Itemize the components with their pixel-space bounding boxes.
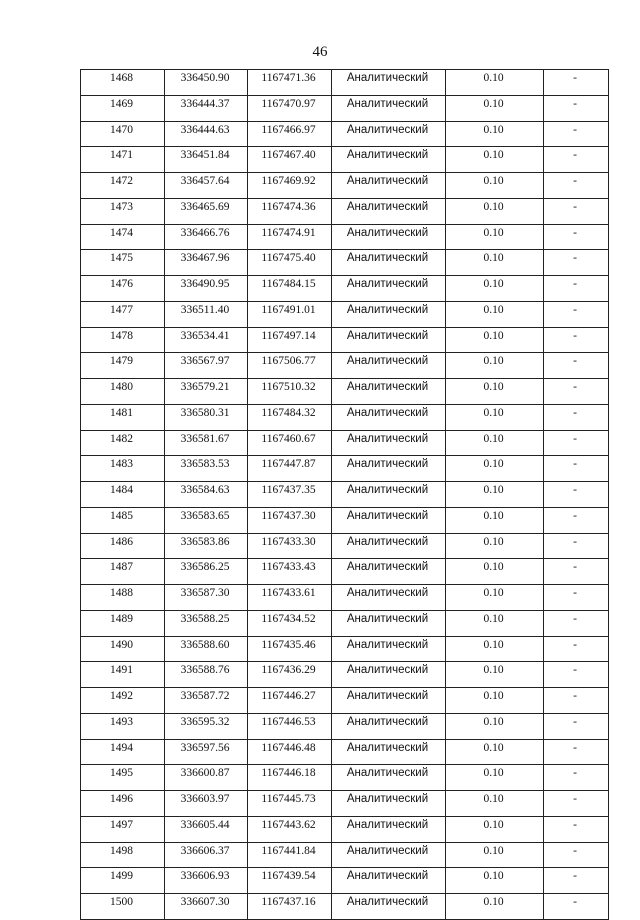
accuracy-cell: 0.10 bbox=[446, 533, 544, 559]
table-row bbox=[81, 95, 609, 121]
y-coordinate-cell: 1167443.62 bbox=[248, 816, 332, 842]
accuracy-cell: 0.10 bbox=[446, 585, 544, 611]
accuracy-cell: 0.10 bbox=[446, 95, 544, 121]
x-coordinate-cell: 336466.76 bbox=[165, 224, 248, 250]
table-row bbox=[81, 894, 609, 920]
x-coordinate-cell: 336444.63 bbox=[165, 121, 248, 147]
method-cell: Аналитический bbox=[332, 507, 446, 533]
point-number-cell: 1495 bbox=[81, 765, 165, 791]
point-number-cell: 1471 bbox=[81, 147, 165, 173]
note-cell: - bbox=[544, 198, 609, 224]
accuracy-cell: 0.10 bbox=[446, 224, 544, 250]
point-number-cell: 1493 bbox=[81, 713, 165, 739]
table-row bbox=[81, 379, 609, 405]
note-cell: - bbox=[544, 276, 609, 302]
point-number-cell: 1486 bbox=[81, 533, 165, 559]
note-cell: - bbox=[544, 816, 609, 842]
y-coordinate-cell: 1167474.91 bbox=[248, 224, 332, 250]
page-number: 46 bbox=[312, 44, 328, 60]
note-cell: - bbox=[544, 456, 609, 482]
y-coordinate-cell: 1167437.30 bbox=[248, 507, 332, 533]
y-coordinate-cell: 1167497.14 bbox=[248, 327, 332, 353]
x-coordinate-cell: 336467.96 bbox=[165, 250, 248, 276]
note-cell: - bbox=[544, 739, 609, 765]
table-row bbox=[81, 816, 609, 842]
note-cell: - bbox=[544, 791, 609, 817]
table-row bbox=[81, 688, 609, 714]
accuracy-cell: 0.10 bbox=[446, 173, 544, 199]
method-cell: Аналитический bbox=[332, 147, 446, 173]
method-cell: Аналитический bbox=[332, 379, 446, 405]
accuracy-cell: 0.10 bbox=[446, 507, 544, 533]
note-cell: - bbox=[544, 636, 609, 662]
table-row bbox=[81, 868, 609, 894]
method-cell: Аналитический bbox=[332, 224, 446, 250]
note-cell: - bbox=[544, 301, 609, 327]
method-cell: Аналитический bbox=[332, 301, 446, 327]
method-cell: Аналитический bbox=[332, 456, 446, 482]
accuracy-cell: 0.10 bbox=[446, 868, 544, 894]
method-cell: Аналитический bbox=[332, 585, 446, 611]
point-number-cell: 1485 bbox=[81, 507, 165, 533]
point-number-cell: 1472 bbox=[81, 173, 165, 199]
method-cell: Аналитический bbox=[332, 662, 446, 688]
point-number-cell: 1497 bbox=[81, 816, 165, 842]
y-coordinate-cell: 1167470.97 bbox=[248, 95, 332, 121]
method-cell: Аналитический bbox=[332, 636, 446, 662]
accuracy-cell: 0.10 bbox=[446, 636, 544, 662]
method-cell: Аналитический bbox=[332, 688, 446, 714]
point-number-cell: 1494 bbox=[81, 739, 165, 765]
accuracy-cell: 0.10 bbox=[446, 379, 544, 405]
coordinates-table bbox=[80, 69, 609, 920]
accuracy-cell: 0.10 bbox=[446, 276, 544, 302]
y-coordinate-cell: 1167447.87 bbox=[248, 456, 332, 482]
note-cell: - bbox=[544, 353, 609, 379]
y-coordinate-cell: 1167441.84 bbox=[248, 842, 332, 868]
x-coordinate-cell: 336588.76 bbox=[165, 662, 248, 688]
x-coordinate-cell: 336597.56 bbox=[165, 739, 248, 765]
table-row bbox=[81, 842, 609, 868]
accuracy-cell: 0.10 bbox=[446, 610, 544, 636]
method-cell: Аналитический bbox=[332, 70, 446, 96]
point-number-cell: 1491 bbox=[81, 662, 165, 688]
x-coordinate-cell: 336511.40 bbox=[165, 301, 248, 327]
method-cell: Аналитический bbox=[332, 121, 446, 147]
accuracy-cell: 0.10 bbox=[446, 121, 544, 147]
accuracy-cell: 0.10 bbox=[446, 713, 544, 739]
table-row bbox=[81, 70, 609, 96]
y-coordinate-cell: 1167436.29 bbox=[248, 662, 332, 688]
point-number-cell: 1490 bbox=[81, 636, 165, 662]
note-cell: - bbox=[544, 533, 609, 559]
x-coordinate-cell: 336581.67 bbox=[165, 430, 248, 456]
x-coordinate-cell: 336450.90 bbox=[165, 70, 248, 96]
table-row bbox=[81, 276, 609, 302]
x-coordinate-cell: 336534.41 bbox=[165, 327, 248, 353]
point-number-cell: 1488 bbox=[81, 585, 165, 611]
method-cell: Аналитический bbox=[332, 842, 446, 868]
point-number-cell: 1496 bbox=[81, 791, 165, 817]
note-cell: - bbox=[544, 327, 609, 353]
table-row bbox=[81, 533, 609, 559]
method-cell: Аналитический bbox=[332, 894, 446, 920]
point-number-cell: 1489 bbox=[81, 610, 165, 636]
x-coordinate-cell: 336588.25 bbox=[165, 610, 248, 636]
y-coordinate-cell: 1167437.16 bbox=[248, 894, 332, 920]
table-row bbox=[81, 327, 609, 353]
accuracy-cell: 0.10 bbox=[446, 250, 544, 276]
method-cell: Аналитический bbox=[332, 559, 446, 585]
y-coordinate-cell: 1167445.73 bbox=[248, 791, 332, 817]
x-coordinate-cell: 336606.37 bbox=[165, 842, 248, 868]
point-number-cell: 1499 bbox=[81, 868, 165, 894]
x-coordinate-cell: 336605.44 bbox=[165, 816, 248, 842]
point-number-cell: 1481 bbox=[81, 404, 165, 430]
note-cell: - bbox=[544, 585, 609, 611]
table-row bbox=[81, 224, 609, 250]
accuracy-cell: 0.10 bbox=[446, 147, 544, 173]
table-row bbox=[81, 430, 609, 456]
y-coordinate-cell: 1167466.97 bbox=[248, 121, 332, 147]
point-number-cell: 1477 bbox=[81, 301, 165, 327]
table-row bbox=[81, 482, 609, 508]
table-row bbox=[81, 198, 609, 224]
accuracy-cell: 0.10 bbox=[446, 301, 544, 327]
x-coordinate-cell: 336583.86 bbox=[165, 533, 248, 559]
method-cell: Аналитический bbox=[332, 404, 446, 430]
table-row bbox=[81, 301, 609, 327]
y-coordinate-cell: 1167434.52 bbox=[248, 610, 332, 636]
note-cell: - bbox=[544, 507, 609, 533]
point-number-cell: 1468 bbox=[81, 70, 165, 96]
note-cell: - bbox=[544, 404, 609, 430]
method-cell: Аналитический bbox=[332, 868, 446, 894]
y-coordinate-cell: 1167437.35 bbox=[248, 482, 332, 508]
method-cell: Аналитический bbox=[332, 276, 446, 302]
point-number-cell: 1498 bbox=[81, 842, 165, 868]
y-coordinate-cell: 1167446.18 bbox=[248, 765, 332, 791]
table-row bbox=[81, 353, 609, 379]
note-cell: - bbox=[544, 559, 609, 585]
accuracy-cell: 0.10 bbox=[446, 198, 544, 224]
x-coordinate-cell: 336595.32 bbox=[165, 713, 248, 739]
x-coordinate-cell: 336490.95 bbox=[165, 276, 248, 302]
point-number-cell: 1476 bbox=[81, 276, 165, 302]
note-cell: - bbox=[544, 224, 609, 250]
accuracy-cell: 0.10 bbox=[446, 327, 544, 353]
x-coordinate-cell: 336586.25 bbox=[165, 559, 248, 585]
point-number-cell: 1484 bbox=[81, 482, 165, 508]
note-cell: - bbox=[544, 765, 609, 791]
note-cell: - bbox=[544, 430, 609, 456]
y-coordinate-cell: 1167471.36 bbox=[248, 70, 332, 96]
method-cell: Аналитический bbox=[332, 610, 446, 636]
note-cell: - bbox=[544, 147, 609, 173]
note-cell: - bbox=[544, 95, 609, 121]
table-row bbox=[81, 713, 609, 739]
table-row bbox=[81, 791, 609, 817]
method-cell: Аналитический bbox=[332, 482, 446, 508]
accuracy-cell: 0.10 bbox=[446, 430, 544, 456]
y-coordinate-cell: 1167446.27 bbox=[248, 688, 332, 714]
x-coordinate-cell: 336583.53 bbox=[165, 456, 248, 482]
y-coordinate-cell: 1167435.46 bbox=[248, 636, 332, 662]
method-cell: Аналитический bbox=[332, 533, 446, 559]
accuracy-cell: 0.10 bbox=[446, 559, 544, 585]
table-row bbox=[81, 739, 609, 765]
x-coordinate-cell: 336579.21 bbox=[165, 379, 248, 405]
x-coordinate-cell: 336580.31 bbox=[165, 404, 248, 430]
x-coordinate-cell: 336567.97 bbox=[165, 353, 248, 379]
point-number-cell: 1469 bbox=[81, 95, 165, 121]
accuracy-cell: 0.10 bbox=[446, 404, 544, 430]
table-row bbox=[81, 404, 609, 430]
y-coordinate-cell: 1167484.32 bbox=[248, 404, 332, 430]
y-coordinate-cell: 1167446.53 bbox=[248, 713, 332, 739]
point-number-cell: 1478 bbox=[81, 327, 165, 353]
y-coordinate-cell: 1167510.32 bbox=[248, 379, 332, 405]
x-coordinate-cell: 336444.37 bbox=[165, 95, 248, 121]
method-cell: Аналитический bbox=[332, 791, 446, 817]
point-number-cell: 1500 bbox=[81, 894, 165, 920]
x-coordinate-cell: 336583.65 bbox=[165, 507, 248, 533]
method-cell: Аналитический bbox=[332, 430, 446, 456]
method-cell: Аналитический bbox=[332, 739, 446, 765]
accuracy-cell: 0.10 bbox=[446, 353, 544, 379]
x-coordinate-cell: 336451.84 bbox=[165, 147, 248, 173]
table-row bbox=[81, 121, 609, 147]
x-coordinate-cell: 336584.63 bbox=[165, 482, 248, 508]
table-row bbox=[81, 147, 609, 173]
x-coordinate-cell: 336587.30 bbox=[165, 585, 248, 611]
method-cell: Аналитический bbox=[332, 250, 446, 276]
method-cell: Аналитический bbox=[332, 353, 446, 379]
y-coordinate-cell: 1167446.48 bbox=[248, 739, 332, 765]
accuracy-cell: 0.10 bbox=[446, 70, 544, 96]
note-cell: - bbox=[544, 173, 609, 199]
x-coordinate-cell: 336587.72 bbox=[165, 688, 248, 714]
note-cell: - bbox=[544, 379, 609, 405]
accuracy-cell: 0.10 bbox=[446, 894, 544, 920]
y-coordinate-cell: 1167484.15 bbox=[248, 276, 332, 302]
y-coordinate-cell: 1167467.40 bbox=[248, 147, 332, 173]
table-row bbox=[81, 610, 609, 636]
table-row bbox=[81, 765, 609, 791]
y-coordinate-cell: 1167474.36 bbox=[248, 198, 332, 224]
note-cell: - bbox=[544, 121, 609, 147]
point-number-cell: 1482 bbox=[81, 430, 165, 456]
y-coordinate-cell: 1167433.61 bbox=[248, 585, 332, 611]
point-number-cell: 1479 bbox=[81, 353, 165, 379]
note-cell: - bbox=[544, 250, 609, 276]
point-number-cell: 1474 bbox=[81, 224, 165, 250]
note-cell: - bbox=[544, 610, 609, 636]
table-row bbox=[81, 636, 609, 662]
accuracy-cell: 0.10 bbox=[446, 842, 544, 868]
table-row bbox=[81, 662, 609, 688]
table-row bbox=[81, 250, 609, 276]
point-number-cell: 1470 bbox=[81, 121, 165, 147]
accuracy-cell: 0.10 bbox=[446, 816, 544, 842]
y-coordinate-cell: 1167433.43 bbox=[248, 559, 332, 585]
x-coordinate-cell: 336457.64 bbox=[165, 173, 248, 199]
accuracy-cell: 0.10 bbox=[446, 765, 544, 791]
note-cell: - bbox=[544, 842, 609, 868]
accuracy-cell: 0.10 bbox=[446, 456, 544, 482]
note-cell: - bbox=[544, 662, 609, 688]
y-coordinate-cell: 1167433.30 bbox=[248, 533, 332, 559]
table-row bbox=[81, 559, 609, 585]
table-row bbox=[81, 585, 609, 611]
y-coordinate-cell: 1167506.77 bbox=[248, 353, 332, 379]
method-cell: Аналитический bbox=[332, 816, 446, 842]
method-cell: Аналитический bbox=[332, 327, 446, 353]
point-number-cell: 1483 bbox=[81, 456, 165, 482]
y-coordinate-cell: 1167439.54 bbox=[248, 868, 332, 894]
y-coordinate-cell: 1167469.92 bbox=[248, 173, 332, 199]
x-coordinate-cell: 336607.30 bbox=[165, 894, 248, 920]
method-cell: Аналитический bbox=[332, 173, 446, 199]
table-row bbox=[81, 173, 609, 199]
y-coordinate-cell: 1167460.67 bbox=[248, 430, 332, 456]
method-cell: Аналитический bbox=[332, 198, 446, 224]
note-cell: - bbox=[544, 70, 609, 96]
accuracy-cell: 0.10 bbox=[446, 688, 544, 714]
x-coordinate-cell: 336465.69 bbox=[165, 198, 248, 224]
point-number-cell: 1480 bbox=[81, 379, 165, 405]
note-cell: - bbox=[544, 688, 609, 714]
table-row bbox=[81, 507, 609, 533]
note-cell: - bbox=[544, 713, 609, 739]
accuracy-cell: 0.10 bbox=[446, 482, 544, 508]
x-coordinate-cell: 336606.93 bbox=[165, 868, 248, 894]
accuracy-cell: 0.10 bbox=[446, 791, 544, 817]
method-cell: Аналитический bbox=[332, 95, 446, 121]
method-cell: Аналитический bbox=[332, 765, 446, 791]
method-cell: Аналитический bbox=[332, 713, 446, 739]
point-number-cell: 1475 bbox=[81, 250, 165, 276]
x-coordinate-cell: 336603.97 bbox=[165, 791, 248, 817]
accuracy-cell: 0.10 bbox=[446, 662, 544, 688]
accuracy-cell: 0.10 bbox=[446, 739, 544, 765]
y-coordinate-cell: 1167475.40 bbox=[248, 250, 332, 276]
y-coordinate-cell: 1167491.01 bbox=[248, 301, 332, 327]
x-coordinate-cell: 336600.87 bbox=[165, 765, 248, 791]
note-cell: - bbox=[544, 482, 609, 508]
table-row bbox=[81, 456, 609, 482]
note-cell: - bbox=[544, 868, 609, 894]
point-number-cell: 1487 bbox=[81, 559, 165, 585]
point-number-cell: 1473 bbox=[81, 198, 165, 224]
note-cell: - bbox=[544, 894, 609, 920]
x-coordinate-cell: 336588.60 bbox=[165, 636, 248, 662]
point-number-cell: 1492 bbox=[81, 688, 165, 714]
coordinates-table-body bbox=[81, 70, 609, 920]
